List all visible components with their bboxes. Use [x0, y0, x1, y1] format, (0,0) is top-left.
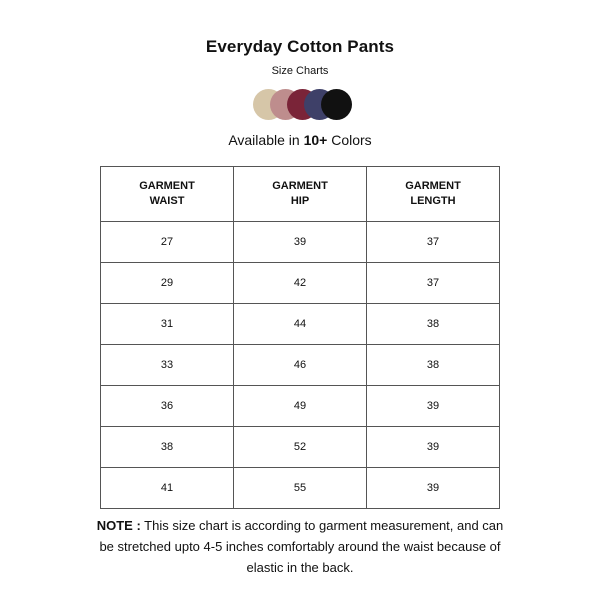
cell-hip: 49	[234, 386, 367, 427]
table-row	[101, 263, 500, 304]
cell-hip: 55	[234, 468, 367, 509]
size-note	[90, 515, 510, 578]
header-line: GARMENT	[139, 180, 195, 192]
cell-waist: 41	[101, 468, 234, 509]
color-swatch-black	[321, 89, 352, 120]
cell-hip: 46	[234, 345, 367, 386]
cell-hip: 44	[234, 304, 367, 345]
table-row	[101, 304, 500, 345]
cell-waist: 36	[101, 386, 234, 427]
availability-prefix: Available in	[228, 132, 304, 148]
cell-hip: 42	[234, 263, 367, 304]
cell-waist: 27	[101, 222, 234, 263]
page-subtitle: Size Charts	[271, 65, 329, 77]
header-line: GARMENT	[405, 180, 461, 192]
cell-waist: 38	[101, 427, 234, 468]
availability-text	[0, 132, 600, 148]
header-garment-hip	[234, 167, 367, 222]
table-row	[101, 468, 500, 509]
cell-length: 39	[367, 386, 500, 427]
cell-waist: 29	[101, 263, 234, 304]
cell-length: 39	[367, 427, 500, 468]
note-label: NOTE :	[96, 518, 141, 533]
header-line: HIP	[290, 195, 310, 207]
header-garment-waist	[101, 167, 234, 222]
table-row	[101, 427, 500, 468]
cell-waist: 33	[101, 345, 234, 386]
table-header-row	[101, 167, 500, 222]
table-row	[101, 222, 500, 263]
header-line: GARMENT	[272, 180, 328, 192]
table-row	[101, 345, 500, 386]
page-title: Everyday Cotton Pants	[205, 37, 395, 56]
cell-length: 39	[367, 468, 500, 509]
cell-hip: 52	[234, 427, 367, 468]
cell-length: 37	[367, 263, 500, 304]
cell-length: 37	[367, 222, 500, 263]
header-garment-length	[367, 167, 500, 222]
cell-hip: 39	[234, 222, 367, 263]
header-line: WAIST	[149, 195, 185, 207]
color-swatches	[253, 89, 353, 121]
color-count: 10+	[303, 132, 328, 148]
cell-length: 38	[367, 345, 500, 386]
cell-length: 38	[367, 304, 500, 345]
availability-suffix: Colors	[327, 132, 372, 148]
size-table	[100, 166, 500, 509]
note-text: This size chart is according to garment measurement, and can be stretched upto 4-5 inches comfortably around the waist because of elastic in the back.	[99, 518, 504, 575]
header-line: LENGTH	[410, 195, 456, 207]
table-row	[101, 386, 500, 427]
cell-waist: 31	[101, 304, 234, 345]
